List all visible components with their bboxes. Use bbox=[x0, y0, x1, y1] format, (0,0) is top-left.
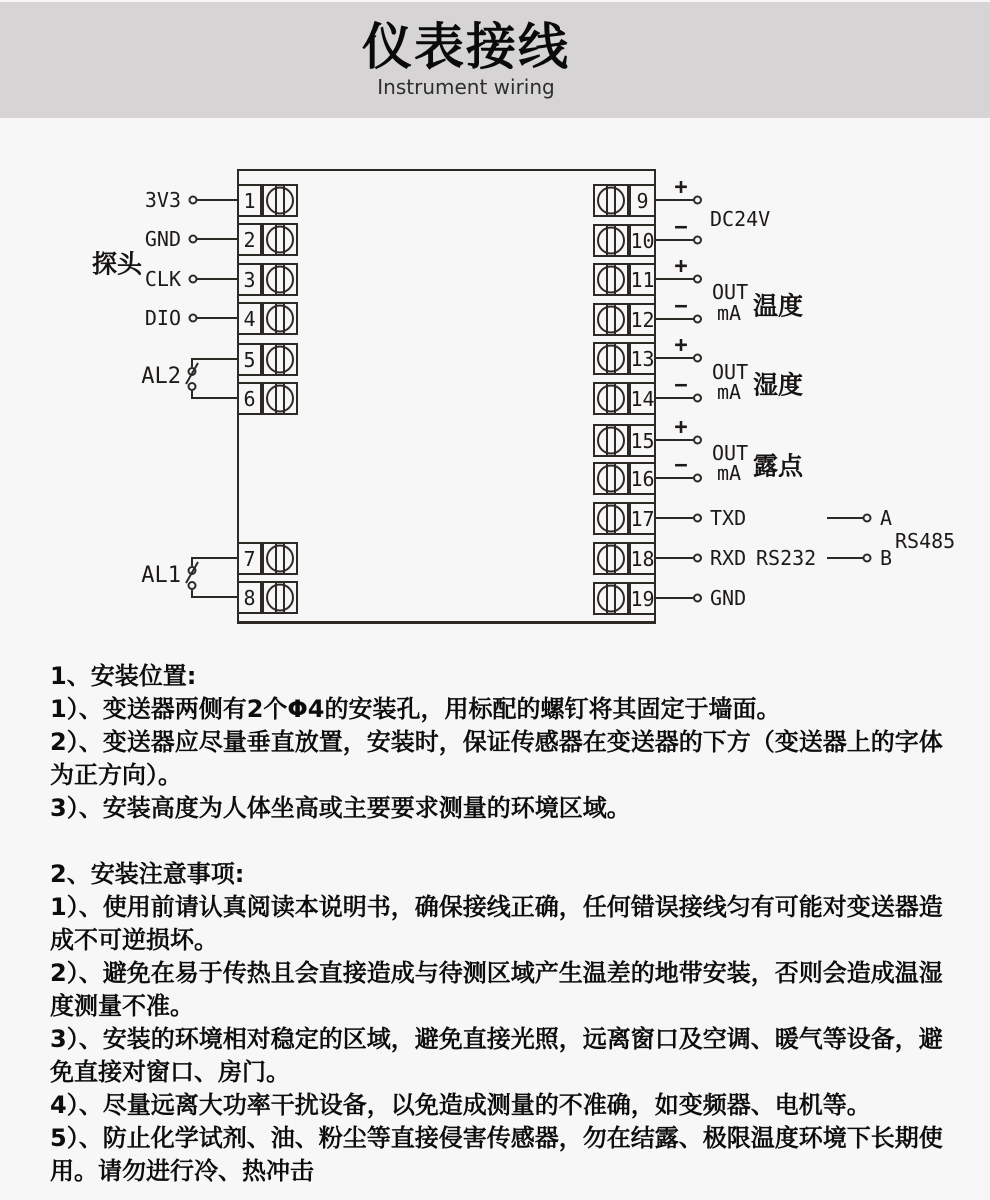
output-humi-out-label: OUT bbox=[712, 360, 749, 384]
screw-terminal-icon bbox=[595, 584, 627, 613]
serial-gnd-label: GND bbox=[710, 586, 747, 610]
power-label: DC24V bbox=[710, 207, 771, 231]
terminal-2-number: 2 bbox=[237, 223, 262, 256]
rs485-b-label: B bbox=[880, 546, 893, 570]
screw-terminal-icon bbox=[264, 265, 296, 294]
terminal-4-number: 4 bbox=[237, 302, 262, 335]
install-line: 为正方向）。 bbox=[50, 761, 182, 789]
screw-terminal-icon bbox=[595, 384, 627, 413]
rs485-a-label: A bbox=[880, 506, 893, 530]
polarity-sign-terminal-10: − bbox=[674, 215, 688, 240]
terminal-13-screw bbox=[593, 342, 629, 375]
install-line: 4）、尽量远离大功率干扰设备，以免造成测量的不准确，如变频器、电机等。 bbox=[50, 1091, 871, 1119]
terminal-19-number: 19 bbox=[629, 582, 656, 615]
install-line: 2）、变送器应尽量垂直放置，安装时，保证传感器在变送器的下方（变送器上的字体 bbox=[50, 728, 943, 756]
terminal-16-screw bbox=[593, 462, 629, 495]
txd-label: TXD bbox=[710, 506, 747, 530]
install-line: 成不可逆损坏。 bbox=[50, 926, 218, 954]
terminal-6-number: 6 bbox=[237, 382, 262, 415]
terminal-7-screw bbox=[262, 542, 298, 575]
pin-label-dio: DIO bbox=[144, 306, 181, 330]
install-line: 1）、使用前请认真阅读本说明书，确保接线正确，任何错误接线匀有可能对变送器造 bbox=[50, 893, 943, 921]
install-line: 1）、变送器两侧有2个Φ4的安装孔，用标配的螺钉将其固定于墙面。 bbox=[50, 695, 781, 723]
alarm1-label: AL1 bbox=[141, 563, 181, 588]
screw-terminal-icon bbox=[264, 304, 296, 333]
terminal-2-screw bbox=[262, 223, 298, 256]
page-title: 仪表接线 bbox=[362, 18, 570, 76]
install-line: 度测量不准。 bbox=[50, 992, 194, 1020]
terminal-10-screw bbox=[593, 224, 629, 257]
screw-terminal-icon bbox=[264, 225, 296, 254]
output-temp-ma-label: mA bbox=[717, 301, 742, 325]
terminal-13-number: 13 bbox=[629, 342, 656, 375]
terminal-12-number: 12 bbox=[629, 303, 656, 336]
polarity-sign-terminal-15: + bbox=[674, 415, 688, 440]
install-line: 用。请勿进行冷、热冲击 bbox=[50, 1157, 314, 1185]
terminal-19-screw bbox=[593, 582, 629, 615]
pin-label-gnd: GND bbox=[144, 227, 181, 251]
polarity-sign-terminal-11: + bbox=[674, 254, 688, 279]
terminal-7-number: 7 bbox=[237, 542, 262, 575]
install-instructions bbox=[50, 660, 970, 1188]
terminal-17-screw bbox=[593, 502, 629, 535]
terminal-6-screw bbox=[262, 382, 298, 415]
page-subtitle: Instrument wiring bbox=[377, 75, 555, 99]
terminal-18-number: 18 bbox=[629, 542, 656, 575]
screw-terminal-icon bbox=[595, 544, 627, 573]
probe-group-label: 探头 bbox=[92, 249, 143, 279]
alarm2-label: AL2 bbox=[141, 364, 181, 389]
screw-terminal-icon bbox=[595, 186, 627, 215]
terminal-5-screw bbox=[262, 343, 298, 376]
terminal-12-screw bbox=[593, 303, 629, 336]
polarity-sign-terminal-12: − bbox=[674, 294, 688, 319]
output-humi-name: 湿度 bbox=[753, 370, 804, 400]
terminal-14-screw bbox=[593, 382, 629, 415]
terminal-3-screw bbox=[262, 263, 298, 296]
polarity-sign-terminal-14: − bbox=[674, 373, 688, 398]
terminal-5-number: 5 bbox=[237, 343, 262, 376]
screw-terminal-icon bbox=[264, 384, 296, 413]
pin-label-clk: CLK bbox=[144, 267, 181, 291]
install-line: 3）、安装高度为人体坐高或主要要求测量的环境区域。 bbox=[50, 794, 631, 822]
screw-terminal-icon bbox=[595, 265, 627, 294]
terminal-4-screw bbox=[262, 302, 298, 335]
rxd-label: RXD bbox=[710, 546, 747, 570]
terminal-1-number: 1 bbox=[237, 184, 262, 217]
terminal-16-number: 16 bbox=[629, 462, 656, 495]
terminal-18-screw bbox=[593, 542, 629, 575]
output-dew-out-label: OUT bbox=[712, 441, 749, 465]
polarity-sign-terminal-16: − bbox=[674, 453, 688, 478]
install-line: 3）、安装的环境相对稳定的区域，避免直接光照，远离窗口及空调、暖气等设备，避 bbox=[50, 1025, 943, 1053]
terminal-15-number: 15 bbox=[629, 424, 656, 457]
rs232-label: RS232 bbox=[756, 546, 817, 570]
rs485-label: RS485 bbox=[895, 529, 956, 553]
screw-terminal-icon bbox=[595, 226, 627, 255]
output-humi-ma-label: mA bbox=[717, 380, 742, 404]
screw-terminal-icon bbox=[595, 344, 627, 373]
screw-terminal-icon bbox=[595, 305, 627, 334]
pin-label-3v3: 3V3 bbox=[144, 188, 181, 212]
install-line: 2）、避免在易于传热且会直接造成与待测区域产生温差的地带安装，否则会造成温湿 bbox=[50, 959, 943, 987]
screw-terminal-icon bbox=[264, 186, 296, 215]
polarity-sign-terminal-13: + bbox=[674, 333, 688, 358]
screw-terminal-icon bbox=[264, 345, 296, 374]
terminal-3-number: 3 bbox=[237, 263, 262, 296]
polarity-sign-terminal-9: + bbox=[674, 175, 688, 200]
terminal-17-number: 17 bbox=[629, 502, 656, 535]
install-section-title: 2、安装注意事项: bbox=[50, 860, 245, 888]
terminal-14-number: 14 bbox=[629, 382, 656, 415]
terminal-8-number: 8 bbox=[237, 581, 262, 614]
terminal-9-screw bbox=[593, 184, 629, 217]
output-temp-out-label: OUT bbox=[712, 280, 749, 304]
screw-terminal-icon bbox=[595, 504, 627, 533]
terminal-15-screw bbox=[593, 424, 629, 457]
screw-terminal-icon bbox=[264, 544, 296, 573]
screw-terminal-icon bbox=[264, 583, 296, 612]
section-spacer bbox=[50, 825, 970, 858]
install-line: 免直接对窗口、房门。 bbox=[50, 1058, 290, 1086]
install-section-title: 1、安装位置: bbox=[50, 662, 197, 690]
screw-terminal-icon bbox=[595, 426, 627, 455]
screw-terminal-icon bbox=[595, 464, 627, 493]
terminal-1-screw bbox=[262, 184, 298, 217]
terminal-9-number: 9 bbox=[629, 184, 656, 217]
terminal-8-screw bbox=[262, 581, 298, 614]
install-line: 5）、防止化学试剂、油、粉尘等直接侵害传感器，勿在结露、极限温度环境下长期使 bbox=[50, 1124, 943, 1152]
output-dew-ma-label: mA bbox=[717, 461, 742, 485]
output-dew-name: 露点 bbox=[753, 451, 804, 481]
terminal-11-screw bbox=[593, 263, 629, 296]
output-temp-name: 温度 bbox=[753, 291, 804, 321]
terminal-11-number: 11 bbox=[629, 263, 656, 296]
terminal-10-number: 10 bbox=[629, 224, 656, 257]
